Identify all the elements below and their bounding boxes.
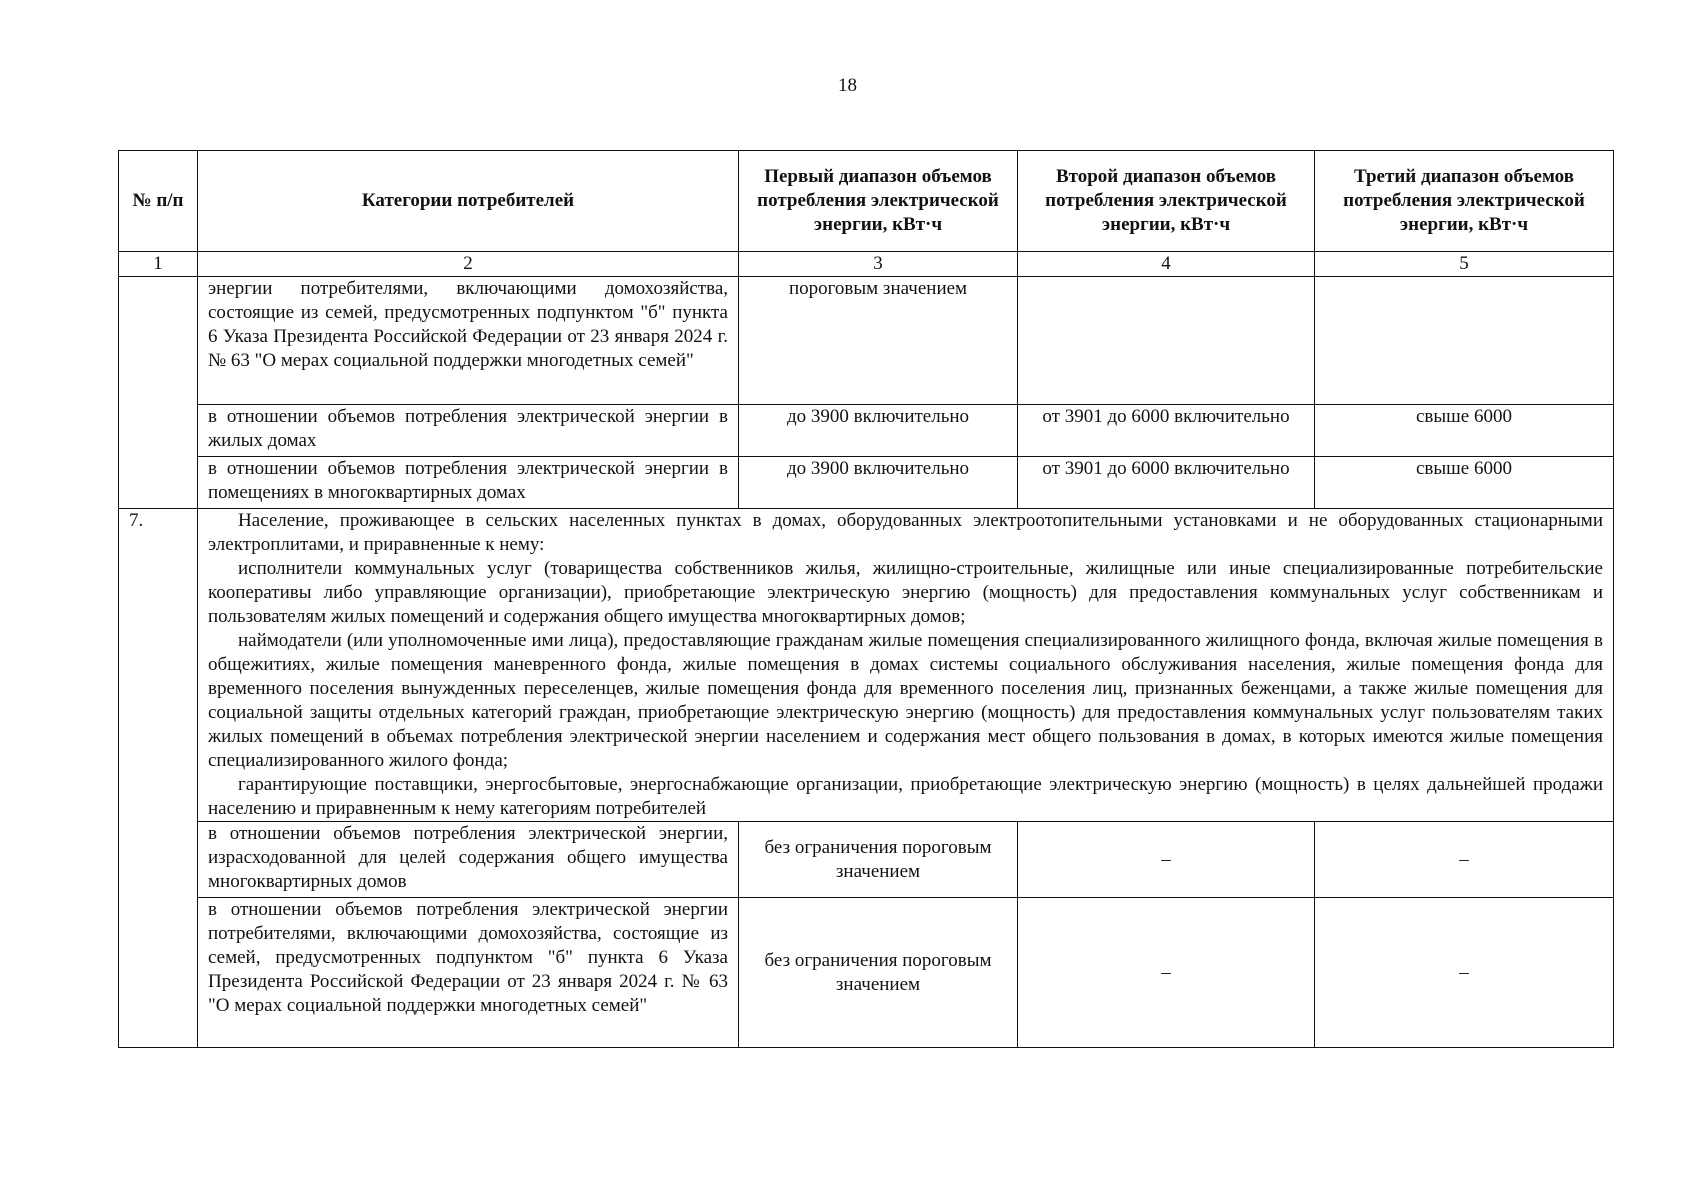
header-row xyxy=(119,151,1614,252)
column-number: 3 xyxy=(739,252,1018,277)
header-range1: Первый диапазон объемов потребления электрической энергии, кВт·ч xyxy=(739,151,1018,252)
row-range3: свыше 6000 xyxy=(1315,457,1614,509)
table-row xyxy=(119,457,1614,509)
row-category: энергии потребителями, включающими домохозяйства, состоящие из семей, предусмотренных подпунктом "б" пункта 6 Указа Президента Российской Федерации от 23 января 2024 г. № 63 "О мерах социальной поддержки многодетных семей" xyxy=(198,277,739,405)
header-range3: Третий диапазон объемов потребления электрической энергии, кВт·ч xyxy=(1315,151,1614,252)
column-number: 2 xyxy=(198,252,739,277)
row-range2: от 3901 до 6000 включительно xyxy=(1018,457,1315,509)
row-range2 xyxy=(1018,277,1315,405)
page-number: 18 xyxy=(838,75,857,96)
row-range1: до 3900 включительно xyxy=(739,405,1018,457)
tariff-table xyxy=(118,150,1614,1048)
section-paragraph: гарантирующие поставщики, энергосбытовые, энергоснабжающие организации, приобретающие электрическую энергию (мощность) в целях дальнейшей продажи населению и приравненным к нему категориям потребителей xyxy=(208,774,1603,819)
row-number-empty xyxy=(119,277,198,509)
row-category: в отношении объемов потребления электрической энергии, израсходованной для целей содержания общего имущества многоквартирных домов xyxy=(198,822,739,898)
section-number: 7. xyxy=(119,509,198,1048)
row-category: в отношении объемов потребления электрической энергии потребителями, включающими домохозяйства, состоящие из семей, предусмотренных подпунктом "б" пункта 6 Указа Президента Российской Федерации от 23 января 2024 г. № 63 "О мерах социальной поддержки многодетных семей" xyxy=(198,898,739,1048)
header-range2: Второй диапазон объемов потребления электрической энергии, кВт·ч xyxy=(1018,151,1315,252)
header-category: Категории потребителей xyxy=(198,151,739,252)
column-number: 1 xyxy=(119,252,198,277)
section-paragraph: Население, проживающее в сельских населенных пунктах в домах, оборудованных электроотопительными установками и не оборудованных стационарными электроплитами, и приравненные к нему: xyxy=(208,510,1603,555)
section-7-row xyxy=(119,509,1614,822)
column-number-row xyxy=(119,252,1614,277)
row-range3: – xyxy=(1315,822,1614,898)
row-category: в отношении объемов потребления электрической энергии в жилых домах xyxy=(198,405,739,457)
row-range1: без ограничения пороговым значением xyxy=(739,898,1018,1048)
row-range2: – xyxy=(1018,822,1315,898)
table-row xyxy=(119,822,1614,898)
header-num: № п/п xyxy=(119,151,198,252)
row-range3 xyxy=(1315,277,1614,405)
section-7-description xyxy=(198,509,1614,822)
table-row xyxy=(119,277,1614,405)
row-range3: свыше 6000 xyxy=(1315,405,1614,457)
row-range2: – xyxy=(1018,898,1315,1048)
row-range1: пороговым значением xyxy=(739,277,1018,405)
table-row xyxy=(119,898,1614,1048)
section-paragraph: наймодатели (или уполномоченные ими лица), предоставляющие гражданам жилые помещения специализированного жилищного фонда, включая жилые помещения в общежитиях, жилые помещения маневренного фонда, жилые помещения в домах системы социального обслуживания населения, жилые помещения фонда для временного поселения вынужденных переселенцев, жилые помещения фонда для временного поселения лиц, признанных беженцами, а также жилые помещения для социальной защиты отдельных категорий граждан, приобретающие электрическую энергию (мощность) для предоставления коммунальных услуг пользователям таких жилых помещений в объемах потребления электрической энергии населением и содержания мест общего пользования в домах, в которых имеются жилые помещения специализированного жилого фонда; xyxy=(208,630,1603,771)
section-paragraph: исполнители коммунальных услуг (товарищества собственников жилья, жилищно-строительные, жилищные или иные специализированные потребительские кооперативы либо управляющие организации), приобретающие электрическую энергию (мощность) для предоставления коммунальных услуг собственникам и пользователям жилых помещений и содержания общего имущества многоквартирных домов; xyxy=(208,558,1603,627)
column-number: 5 xyxy=(1315,252,1614,277)
row-category: в отношении объемов потребления электрической энергии в помещениях в многоквартирных домах xyxy=(198,457,739,509)
row-range3: – xyxy=(1315,898,1614,1048)
row-range2: от 3901 до 6000 включительно xyxy=(1018,405,1315,457)
table-row xyxy=(119,405,1614,457)
row-range1: без ограничения пороговым значением xyxy=(739,822,1018,898)
row-range1: до 3900 включительно xyxy=(739,457,1018,509)
column-number: 4 xyxy=(1018,252,1315,277)
